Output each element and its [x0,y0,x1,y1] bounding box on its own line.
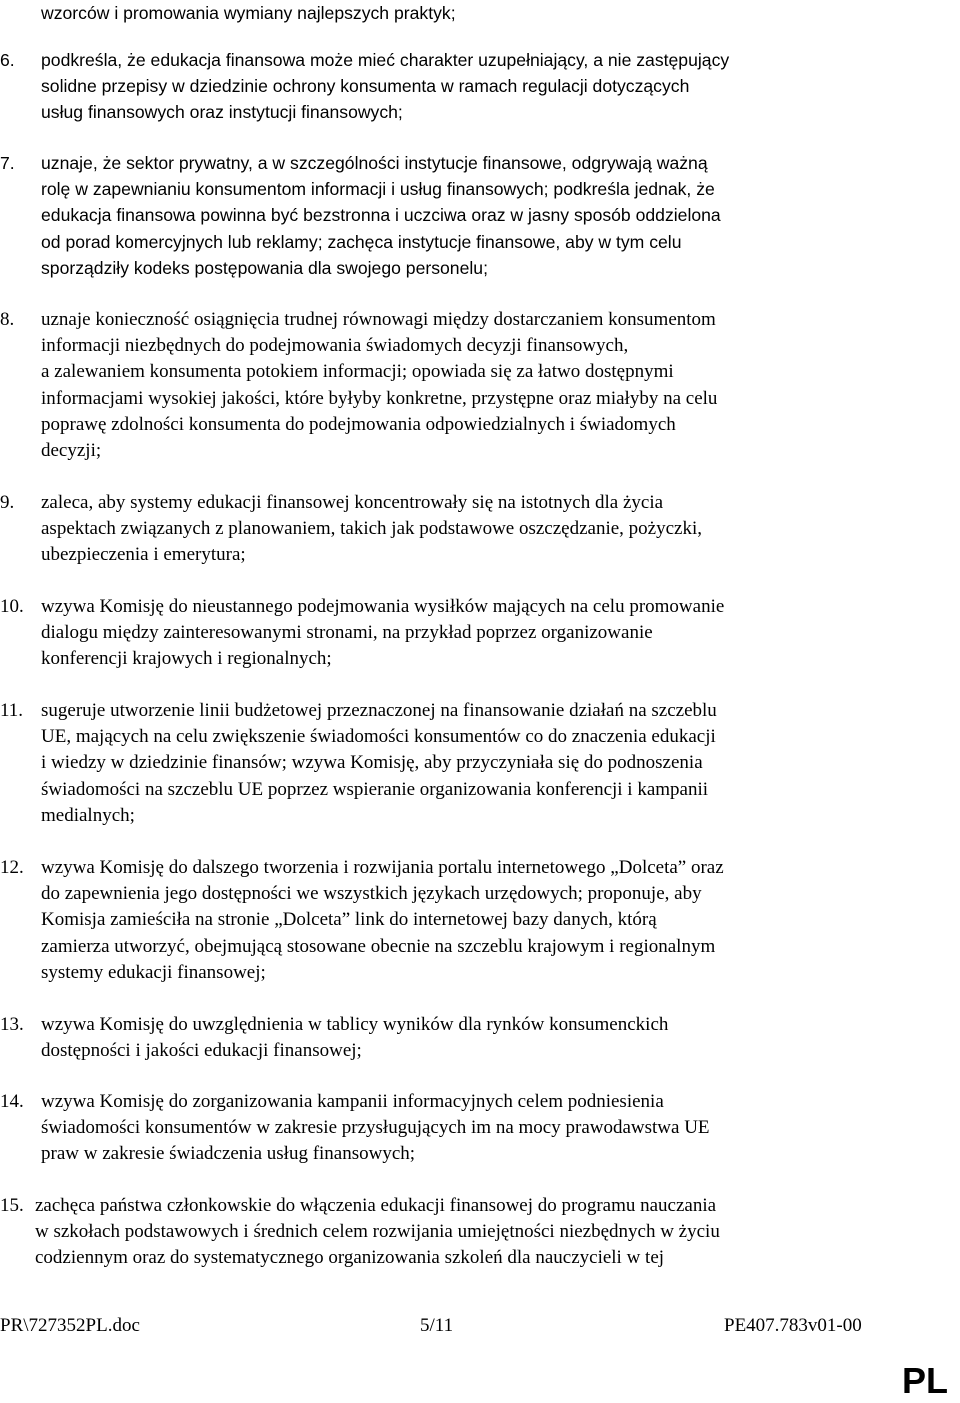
paragraph-number: 11. [0,700,24,721]
paragraph-text [41,698,931,829]
text-line: zaleca, aby systemy edukacji finansowej koncentrowały się na istotnych dla życia [41,492,664,513]
text-line: UE, mających na celu zwiększenie świadomości konsumentów co do znaczenia edukacji [41,726,716,748]
text-line: sugeruje utworzenie linii budżetowej przeznaczonej na finansowanie działań na szczeblu [41,700,717,721]
text-line: od porad komercyjnych lub reklamy; zachęca instytucje finansowe, aby w tym celu [41,231,682,252]
text-line: solidne przepisy w dziedzinie ochrony konsumenta w ramach regulacji dotyczących [41,76,690,97]
text-line: uznaje, że sektor prywatny, a w szczególności instytucje finansowe, odgrywają ważną [41,153,708,173]
paragraph-text [41,594,931,673]
text-line: informacji niezbędnych do podejmowania świadomych decyzji finansowych, [41,335,629,357]
paragraph-text [35,1193,925,1272]
text-line: a zalewaniem konsumenta potokiem informacji; opowiada się za łatwo dostępnymi [41,361,674,383]
text-line: Komisja zamieściła na stronie „Dolceta” link do internetowej bazy danych, którą [41,909,657,931]
text-line: informacjami wysokiej jakości, które byłyby konkretne, przystępne oraz miałyby na celu [41,387,718,409]
text-line: medialnych; [41,804,135,826]
text-line: i wiedzy w dziedzinie finansów; wzywa Komisję, aby przyczyniała się do podnoszenia [41,752,703,774]
text-line: ubezpieczenia i emerytura; [41,544,246,566]
paragraph-number: 12. [0,857,24,878]
text-line: decyzji; [41,440,102,462]
language-code: PL [902,1360,949,1401]
text-line: świadomości konsumentów w zakresie przysługujących im na mocy prawodawstwa UE [41,1117,710,1139]
text-line: wzywa Komisję do nieustannego podejmowania wysiłków mających na celu promowanie [41,596,725,617]
text-line: dostępności i jakości edukacji finansowej; [41,1040,362,1062]
text-line: w szkołach podstawowych i średnich celem rozwijania umiejętności niezbędnych w życiu [35,1221,720,1243]
text-line: zamierza utworzyć, obejmującą stosowane obecnie na szczeblu krajowym i regionalnym [41,935,716,957]
footer-doc-number: PE407.783v01-00 [724,1315,862,1336]
paragraph-number: 14. [0,1091,24,1112]
text-line: praw w zakresie świadczenia usług finansowych; [41,1143,416,1165]
paragraph-number: 15. [0,1195,24,1216]
paragraph-number: 9. [0,492,15,513]
text-line: wzywa Komisję do dalszego tworzenia i rozwijania portalu internetowego „Dolceta” oraz [41,857,724,878]
text-line: dialogu między zainteresowanymi stronami, na przykład poprzez organizowanie [41,622,653,644]
paragraph-number: 13. [0,1014,24,1035]
text-line: wzywa Komisję do zorganizowania kampanii informacyjnych celem podniesienia [41,1091,664,1112]
text-line: do zapewnienia jego dostępności we wszystkich językach urzędowych; proponuje, aby [41,883,702,905]
paragraph-text [41,47,931,126]
text-line: rolę w zapewnianiu konsumentom informacji i usług finansowych; podkreśla jednak, że [41,179,715,200]
paragraph-number: 10. [0,596,24,617]
text-line: świadomości na szczeblu UE poprzez wspieranie organizowania konferencji i kampanii [41,778,709,800]
text-line: aspektach związanych z planowaniem, takich jak podstawowe oszczędzanie, pożyczki, [41,518,703,540]
paragraph-text [41,1089,931,1168]
text-line: usług finansowych oraz instytucji finansowych; [41,102,403,123]
text-line: edukacja finansowa powinna być bezstronna i uczciwa oraz w jasny sposób oddzielona [41,205,721,226]
text-line: sporządziły kodeks postępowania dla swojego personelu; [41,257,488,278]
text-line: poprawę zdolności konsumenta do podejmowania odpowiedzialnych i świadomych [41,413,676,435]
paragraph-text [41,855,931,986]
intro-line: wzorców i promowania wymiany najlepszych praktyk; [41,3,456,23]
paragraph-text [41,150,931,281]
paragraph-text [41,307,931,464]
text-line: codziennym oraz do systematycznego organizowania szkoleń dla nauczycieli w tej [35,1247,665,1269]
text-line: zachęca państwa członkowskie do włączenia edukacji finansowej do programu nauczania [35,1195,717,1216]
footer-doc-ref: PR\727352PL.doc [0,1315,140,1336]
paragraph-number: 7. [0,153,15,173]
text-line: uznaje konieczność osiągnięcia trudnej równowagi między dostarczaniem konsumentom [41,309,716,330]
paragraph-text [41,1012,931,1064]
paragraph-number: 8. [0,309,15,330]
footer-page-number: 5/11 [420,1315,454,1336]
text-line: konferencji krajowych i regionalnych; [41,648,332,670]
text-line: systemy edukacji finansowej; [41,961,266,983]
paragraph-number: 6. [0,50,15,70]
text-line: podkreśla, że edukacja finansowa może mieć charakter uzupełniający, a nie zastępujący [41,50,730,70]
paragraph-text [41,490,931,569]
text-line: wzywa Komisję do uwzględnienia w tablicy wyników dla rynków konsumenckich [41,1014,669,1035]
